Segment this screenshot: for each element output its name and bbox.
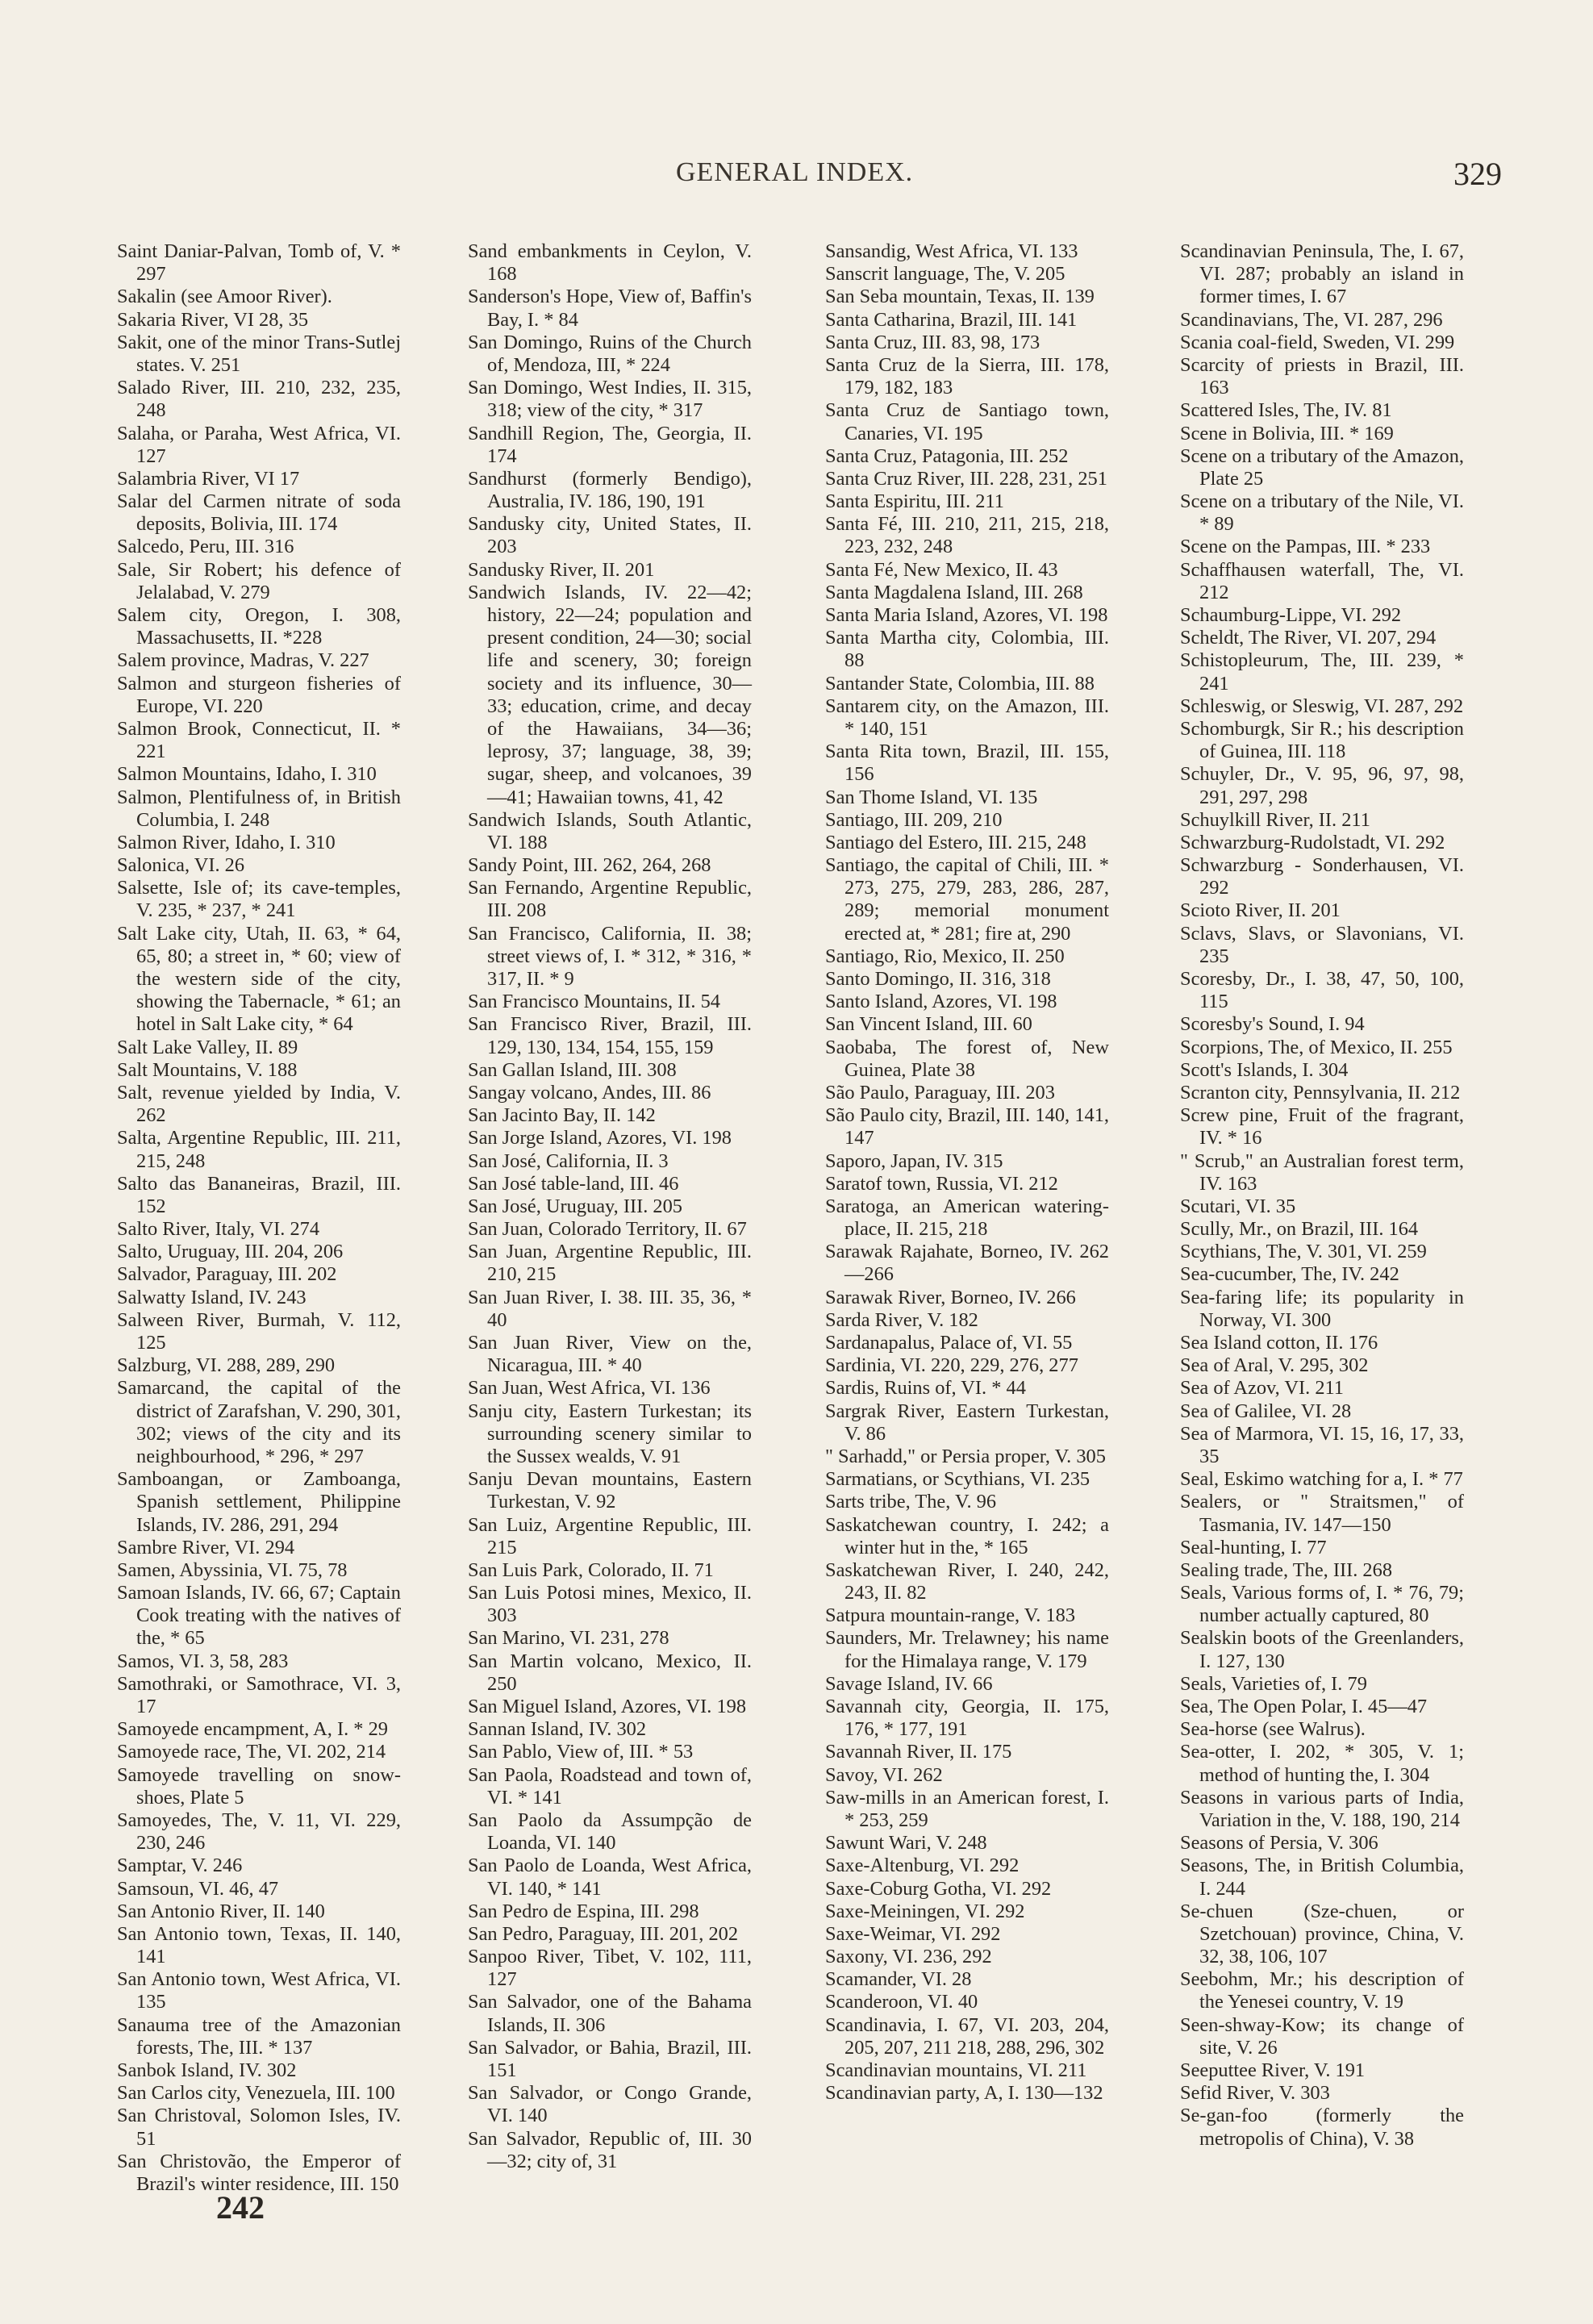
index-entry: Sansandig, West Africa, VI. 133 bbox=[825, 240, 1078, 262]
index-entry: San Salvador, or Congo Grande, VI. 140 bbox=[468, 2082, 752, 2127]
index-entry: Schwarzburg - Sonderhausen, VI. 292 bbox=[1180, 854, 1464, 899]
index-entry: Santa Rita town, Brazil, III. 155, 156 bbox=[825, 741, 1109, 786]
index-entry: Sea, The Open Polar, I. 45—47 bbox=[1180, 1696, 1428, 1717]
index-entry: Sclavs, Slavs, or Slavonians, VI. 235 bbox=[1180, 922, 1464, 967]
index-entry: San Jorge Island, Azores, VI. 198 bbox=[468, 1127, 732, 1149]
index-entry: Santa Cruz, III. 83, 98, 173 bbox=[825, 331, 1040, 353]
index-entry: Seals, Various forms of, I. * 76, 79; number actually captured, 80 bbox=[1180, 1582, 1464, 1627]
index-entry: Saunders, Mr. Trelawney; his name for the Himalaya range, V. 179 bbox=[825, 1627, 1109, 1672]
index-entry: Salzburg, VI. 288, 289, 290 bbox=[117, 1354, 336, 1377]
index-column-2 bbox=[468, 240, 752, 2173]
index-entry: San Pedro de Espina, III. 298 bbox=[468, 1900, 699, 1922]
index-entry: San Domingo, Ruins of the Church of, Mendoza, III, * 224 bbox=[468, 331, 752, 376]
index-entry: Scandinavia, I. 67, VI. 203, 204, 205, 207, 211 218, 288, 296, 302 bbox=[825, 2013, 1109, 2059]
index-entry: " Scrub," an Australian forest term, IV. 163 bbox=[1180, 1149, 1464, 1195]
index-entry: Saporo, Japan, IV. 315 bbox=[825, 1149, 1003, 1172]
index-entry: Salambria River, VI 17 bbox=[117, 467, 300, 490]
index-entry: Sanpoo River, Tibet, V. 102, 111, 127 bbox=[468, 1946, 752, 1991]
index-entry: Samoan Islands, IV. 66, 67; Captain Cook treating with the natives of the, * 65 bbox=[117, 1582, 401, 1650]
index-entry: San Luiz, Argentine Republic, III. 215 bbox=[468, 1513, 752, 1558]
index-entry: Salmon Brook, Connecticut, II. * 221 bbox=[117, 717, 401, 763]
index-entry: Scanderoon, VI. 40 bbox=[825, 1991, 978, 2013]
index-entry: Saobaba, The forest of, New Guinea, Plate 38 bbox=[825, 1036, 1109, 1081]
index-entry: Santander State, Colombia, III. 88 bbox=[825, 672, 1095, 695]
index-entry: San José table-land, III. 46 bbox=[468, 1172, 679, 1195]
index-entry: San Marino, VI. 231, 278 bbox=[468, 1627, 669, 1650]
index-entry: Se-gan-foo (formerly the metropolis of China), V. 38 bbox=[1180, 2105, 1464, 2150]
index-entry: Scoresby's Sound, I. 94 bbox=[1180, 1013, 1365, 1036]
index-entry: San Juan, Argentine Republic, III. 210, 215 bbox=[468, 1241, 752, 1286]
index-entry: Savannah River, II. 175 bbox=[825, 1741, 1012, 1763]
index-column-1 bbox=[117, 240, 401, 2196]
index-entry: Saskatchewan country, I. 242; a winter hut in the, * 165 bbox=[825, 1513, 1109, 1558]
index-entry: Santa Catharina, Brazil, III. 141 bbox=[825, 308, 1078, 331]
index-entry: Scranton city, Pennsylvania, II. 212 bbox=[1180, 1081, 1461, 1104]
index-column-4 bbox=[1180, 240, 1464, 2151]
index-entry: Schuyler, Dr., V. 95, 96, 97, 98, 291, 297, 298 bbox=[1180, 763, 1464, 808]
index-entry: Sea-faring life; its popularity in Norway, VI. 300 bbox=[1180, 1286, 1464, 1331]
index-entry: Salmon River, Idaho, I. 310 bbox=[117, 831, 336, 853]
index-entry: Samsoun, VI. 46, 47 bbox=[117, 1877, 279, 1900]
index-entry: Salto das Bananeiras, Brazil, III. 152 bbox=[117, 1172, 401, 1217]
index-entry: Salsette, Isle of; its cave-temples, V. 235, * 237, * 241 bbox=[117, 877, 401, 922]
index-entry: Salwatty Island, IV. 243 bbox=[117, 1286, 307, 1308]
index-entry: Samoyede travelling on snow-shoes, Plate 5 bbox=[117, 1763, 401, 1809]
index-entry: Samos, VI. 3, 58, 283 bbox=[117, 1650, 289, 1672]
index-entry: San Salvador, one of the Bahama Islands, II. 306 bbox=[468, 1991, 752, 2036]
index-entry: São Paulo city, Brazil, III. 140, 141, 147 bbox=[825, 1104, 1109, 1149]
index-entry: Sambre River, VI. 294 bbox=[117, 1536, 295, 1558]
index-entry: Sale, Sir Robert; his defence of Jelalabad, V. 279 bbox=[117, 558, 401, 603]
index-entry: Schleswig, or Sleswig, VI. 287, 292 bbox=[1180, 695, 1464, 717]
index-entry: Salto, Uruguay, III. 204, 206 bbox=[117, 1241, 344, 1263]
index-entry: Seeputtee River, V. 191 bbox=[1180, 2059, 1366, 2081]
index-entry: Santa Maria Island, Azores, VI. 198 bbox=[825, 604, 1108, 626]
index-entry: Scene on a tributary of the Nile, VI. * 89 bbox=[1180, 490, 1464, 536]
index-entry: Santiago, the capital of Chili, III. * 273, 275, 279, 283, 286, 287, 289; memorial monument erected at, * 281; fire at, 290 bbox=[825, 854, 1109, 945]
index-entry: Sargrak River, Eastern Turkestan, V. 86 bbox=[825, 1400, 1109, 1445]
index-entry: Scioto River, II. 201 bbox=[1180, 899, 1341, 922]
index-entry: Scamander, VI. 28 bbox=[825, 1968, 972, 1991]
index-entry: Sea of Marmora, VI. 15, 16, 17, 33, 35 bbox=[1180, 1422, 1464, 1467]
index-entry: Sanscrit language, The, V. 205 bbox=[825, 263, 1065, 286]
index-entry: Sandwich Islands, South Atlantic, VI. 188 bbox=[468, 808, 752, 853]
index-entry: Santiago del Estero, III. 215, 248 bbox=[825, 831, 1086, 853]
index-entry: San Juan, Colorado Territory, II. 67 bbox=[468, 1218, 747, 1241]
index-entry: San Seba mountain, Texas, II. 139 bbox=[825, 286, 1095, 308]
index-entry: Saxe-Weimar, VI. 292 bbox=[825, 1922, 1001, 1945]
index-entry: Santa Magdalena Island, III. 268 bbox=[825, 581, 1083, 603]
index-entry: Santa Fé, III. 210, 211, 215, 218, 223, 232, 248 bbox=[825, 513, 1109, 558]
index-entry: Savage Island, IV. 66 bbox=[825, 1672, 993, 1695]
index-entry: Salmon Mountains, Idaho, I. 310 bbox=[117, 763, 377, 786]
index-entry: Scutari, VI. 35 bbox=[1180, 1195, 1296, 1217]
index-entry: Sealing trade, The, III. 268 bbox=[1180, 1558, 1393, 1581]
index-entry: San Christovão, the Emperor of Brazil's winter residence, III. 150 bbox=[117, 2150, 401, 2195]
index-entry: Samoyede encampment, A, I. * 29 bbox=[117, 1718, 388, 1741]
index-entry: San Salvador, or Bahia, Brazil, III. 151 bbox=[468, 2036, 752, 2081]
folio-mark: 242 bbox=[216, 2189, 265, 2226]
index-entry: Sealskin boots of the Greenlanders, I. 127, 130 bbox=[1180, 1627, 1464, 1672]
index-entry: Santa Cruz de Santiago town, Canaries, VI. 195 bbox=[825, 399, 1109, 444]
index-entry: Scully, Mr., on Brazil, III. 164 bbox=[1180, 1218, 1419, 1241]
index-entry: Sea Island cotton, II. 176 bbox=[1180, 1332, 1378, 1354]
index-entry: San Paolo de Loanda, West Africa, VI. 140, * 141 bbox=[468, 1855, 752, 1900]
index-entry: Salonica, VI. 26 bbox=[117, 854, 245, 877]
index-entry: Sarawak Rajahate, Borneo, IV. 262—266 bbox=[825, 1241, 1109, 1286]
index-entry: Sarawak River, Borneo, IV. 266 bbox=[825, 1286, 1076, 1308]
index-entry: San Christoval, Solomon Isles, IV. 51 bbox=[117, 2105, 401, 2150]
index-entry: Santiago, Rio, Mexico, II. 250 bbox=[825, 945, 1065, 967]
index-entry: San Juan, West Africa, VI. 136 bbox=[468, 1377, 711, 1400]
index-entry: Santiago, III. 209, 210 bbox=[825, 808, 1003, 831]
index-entry: Sardis, Ruins of, VI. * 44 bbox=[825, 1377, 1026, 1400]
index-entry: Screw pine, Fruit of the fragrant, IV. * 16 bbox=[1180, 1104, 1464, 1149]
index-entry: San Luis Park, Colorado, II. 71 bbox=[468, 1558, 714, 1581]
index-entry: Schwarzburg-Rudolstadt, VI. 292 bbox=[1180, 831, 1445, 853]
running-head: GENERAL INDEX. bbox=[676, 157, 914, 187]
index-entry: Sea-cucumber, The, IV. 242 bbox=[1180, 1263, 1399, 1286]
index-entry: Sarts tribe, The, V. 96 bbox=[825, 1491, 997, 1513]
index-entry: Salt Mountains, V. 188 bbox=[117, 1058, 298, 1081]
index-entry: Sand embankments in Ceylon, V. 168 bbox=[468, 240, 752, 286]
index-entry: San Martin volcano, Mexico, II. 250 bbox=[468, 1650, 752, 1695]
index-entry: San Paola, Roadstead and town of, VI. * 141 bbox=[468, 1763, 752, 1809]
index-entry: Sea of Azov, VI. 211 bbox=[1180, 1377, 1344, 1400]
index-entry: Sakit, one of the minor Trans-Sutlej states. V. 251 bbox=[117, 331, 401, 376]
index-entry: San Vincent Island, III. 60 bbox=[825, 1013, 1032, 1036]
index-entry: San Thome Island, VI. 135 bbox=[825, 786, 1038, 808]
index-entry: Salt, revenue yielded by India, V. 262 bbox=[117, 1081, 401, 1127]
index-entry: San Jacinto Bay, II. 142 bbox=[468, 1104, 656, 1127]
index-entry: Sea of Galilee, VI. 28 bbox=[1180, 1400, 1352, 1422]
index-entry: Santa Cruz River, III. 228, 231, 251 bbox=[825, 467, 1107, 490]
index-entry: San Juan River, View on the, Nicaragua, III. * 40 bbox=[468, 1332, 752, 1377]
index-entry: São Paulo, Paraguay, III. 203 bbox=[825, 1081, 1055, 1104]
index-entry: Seasons of Persia, V. 306 bbox=[1180, 1832, 1378, 1855]
index-entry: Scania coal-field, Sweden, VI. 299 bbox=[1180, 331, 1455, 353]
index-entry: Schomburgk, Sir R.; his description of Guinea, III. 118 bbox=[1180, 717, 1464, 763]
index-entry: Santa Fé, New Mexico, II. 43 bbox=[825, 558, 1058, 581]
index-entry: Sandhill Region, The, Georgia, II. 174 bbox=[468, 422, 752, 467]
index-entry: San Domingo, West Indies, II. 315, 318; view of the city, * 317 bbox=[468, 377, 752, 422]
index-entry: San Juan River, I. 38. III. 35, 36, * 40 bbox=[468, 1286, 752, 1331]
index-entry: Sandwich Islands, IV. 22—42; history, 22—24; population and present condition, 24—30; social life and scenery, 30; foreign society and its influence, 30—33; education, crime, and decay of the Hawaiians, 34—36; leprosy, 37; language, 38, 39; sugar, sheep, and volcanoes, 39—41; Hawaiian towns, 41, 42 bbox=[468, 581, 752, 808]
index-entry: San Miguel Island, Azores, VI. 198 bbox=[468, 1696, 747, 1717]
index-entry: San Francisco River, Brazil, III. 129, 130, 134, 154, 155, 159 bbox=[468, 1013, 752, 1058]
index-entry: Seal, Eskimo watching for a, I. * 77 bbox=[1180, 1468, 1463, 1491]
index-entry: San Antonio town, Texas, II. 140, 141 bbox=[117, 1922, 401, 1968]
index-entry: Scandinavian mountains, VI. 211 bbox=[825, 2059, 1087, 2081]
index-entry: Sandhurst (formerly Bendigo), Australia, IV. 186, 190, 191 bbox=[468, 467, 752, 513]
index-entry: San Carlos city, Venezuela, III. 100 bbox=[117, 2082, 395, 2105]
index-entry: Schaffhausen waterfall, The, VI. 212 bbox=[1180, 558, 1464, 603]
index-entry: Salar del Carmen nitrate of soda deposits, Bolivia, III. 174 bbox=[117, 490, 401, 536]
index-entry: Scoresby, Dr., I. 38, 47, 50, 100, 115 bbox=[1180, 968, 1464, 1013]
index-entry: Scarcity of priests in Brazil, III. 163 bbox=[1180, 353, 1464, 399]
index-entry: Salem province, Madras, V. 227 bbox=[117, 649, 369, 672]
index-entry: Santa Espiritu, III. 211 bbox=[825, 490, 1004, 513]
index-entry: Samen, Abyssinia, VI. 75, 78 bbox=[117, 1558, 348, 1581]
index-entry: Seals, Varieties of, I. 79 bbox=[1180, 1672, 1367, 1695]
index-entry: Salaha, or Paraha, West Africa, VI. 127 bbox=[117, 422, 401, 467]
index-entry: San Pedro, Paraguay, III. 201, 202 bbox=[468, 1922, 739, 1945]
index-entry: Sakalin (see Amoor River). bbox=[117, 286, 332, 308]
index-entry: Salween River, Burmah, V. 112, 125 bbox=[117, 1308, 401, 1354]
index-entry: San Pablo, View of, III. * 53 bbox=[468, 1741, 694, 1763]
index-entry: San Antonio River, II. 140 bbox=[117, 1900, 325, 1922]
index-entry: Salt Lake Valley, II. 89 bbox=[117, 1036, 298, 1058]
index-entry: Salvador, Paraguay, III. 202 bbox=[117, 1263, 337, 1286]
index-entry: Salta, Argentine Republic, III. 211, 215, 248 bbox=[117, 1127, 401, 1172]
index-entry: San Paolo da Assumpção de Loanda, VI. 140 bbox=[468, 1809, 752, 1855]
index-entry: Sea of Aral, V. 295, 302 bbox=[1180, 1354, 1369, 1377]
index-entry: Schistopleurum, The, III. 239, * 241 bbox=[1180, 649, 1464, 695]
index-entry: Savannah city, Georgia, II. 175, 176, * 177, 191 bbox=[825, 1696, 1109, 1741]
index-entry: Seasons, The, in British Columbia, I. 244 bbox=[1180, 1855, 1464, 1900]
index-entry: Salto River, Italy, VI. 274 bbox=[117, 1218, 320, 1241]
index-entry: Savoy, VI. 262 bbox=[825, 1763, 943, 1786]
index-entry: Scene in Bolivia, III. * 169 bbox=[1180, 422, 1394, 444]
index-entry: Scattered Isles, The, IV. 81 bbox=[1180, 399, 1392, 422]
index-entry: Sanju Devan mountains, Eastern Turkestan, V. 92 bbox=[468, 1468, 752, 1513]
index-entry: Santo Island, Azores, VI. 198 bbox=[825, 991, 1057, 1013]
index-entry: Sarmatians, or Scythians, VI. 235 bbox=[825, 1468, 1090, 1491]
index-entry: Scene on the Pampas, III. * 233 bbox=[1180, 536, 1431, 558]
index-entry: Santa Martha city, Colombia, III. 88 bbox=[825, 627, 1109, 672]
index-entry: Samarcand, the capital of the district of Zarafshan, V. 290, 301, 302; views of the city and its neighbourhood, * 296, * 297 bbox=[117, 1377, 401, 1467]
index-entry: Sandy Point, III. 262, 264, 268 bbox=[468, 854, 711, 877]
index-entry: Santo Domingo, II. 316, 318 bbox=[825, 968, 1051, 990]
index-entry: Sea-otter, I. 202, * 305, V. 1; method of hunting the, I. 304 bbox=[1180, 1741, 1464, 1786]
index-entry: Samboangan, or Zamboanga, Spanish settlement, Philippine Islands, IV. 286, 291, 294 bbox=[117, 1468, 401, 1536]
index-entry: Se-chuen (Sze-chuen, or Szetchouan) province, China, V. 32, 38, 106, 107 bbox=[1180, 1900, 1464, 1968]
index-entry: Sefid River, V. 303 bbox=[1180, 2082, 1330, 2105]
index-entry: Saw-mills in an American forest, I. * 253, 259 bbox=[825, 1786, 1109, 1831]
index-entry: Salcedo, Peru, III. 316 bbox=[117, 536, 294, 558]
index-entry: San José, Uruguay, III. 205 bbox=[468, 1195, 682, 1217]
index-entry: Saxe-Altenburg, VI. 292 bbox=[825, 1855, 1020, 1877]
index-entry: Samptar, V. 246 bbox=[117, 1855, 243, 1877]
index-entry: Sealers, or " Straitsmen," of Tasmania, IV. 147—150 bbox=[1180, 1491, 1464, 1536]
index-entry: Saint Daniar-Palvan, Tomb of, V. * 297 bbox=[117, 240, 401, 286]
index-entry: Saratoga, an American watering-place, II. 215, 218 bbox=[825, 1195, 1109, 1241]
index-entry: Sannan Island, IV. 302 bbox=[468, 1718, 647, 1741]
index-entry: Scythians, The, V. 301, VI. 259 bbox=[1180, 1241, 1427, 1263]
index-entry: Scandinavian Peninsula, The, I. 67, VI. 287; probably an island in former times, I. 67 bbox=[1180, 240, 1464, 308]
index-entry: Salem city, Oregon, I. 308, Massachusetts, II. *228 bbox=[117, 604, 401, 649]
index-entry: Saxe-Coburg Gotha, VI. 292 bbox=[825, 1877, 1052, 1900]
index-entry: Samoyedes, The, V. 11, VI. 229, 230, 246 bbox=[117, 1809, 401, 1855]
index-entry: Scott's Islands, I. 304 bbox=[1180, 1058, 1349, 1081]
page-number: 329 bbox=[1453, 156, 1502, 192]
index-entry: San Gallan Island, III. 308 bbox=[468, 1058, 677, 1081]
index-entry: Scene on a tributary of the Amazon, Plate 25 bbox=[1180, 444, 1464, 490]
index-entry: Salado River, III. 210, 232, 235, 248 bbox=[117, 377, 401, 422]
index-entry: Sanbok Island, IV. 302 bbox=[117, 2059, 297, 2081]
index-entry: Sawunt Wari, V. 248 bbox=[825, 1832, 987, 1855]
index-entry: Sarda River, V. 182 bbox=[825, 1308, 978, 1331]
index-entry: San Luis Potosi mines, Mexico, II. 303 bbox=[468, 1582, 752, 1627]
index-entry: Sardanapalus, Palace of, VI. 55 bbox=[825, 1332, 1073, 1354]
index-entry: Seasons in various parts of India, Variation in the, V. 188, 190, 214 bbox=[1180, 1786, 1464, 1831]
index-entry: Schaumburg-Lippe, VI. 292 bbox=[1180, 604, 1402, 626]
index-entry: San Antonio town, West Africa, VI. 135 bbox=[117, 1968, 401, 2013]
index-entry: Scandinavian party, A, I. 130—132 bbox=[825, 2082, 1103, 2105]
index-entry: Saxe-Meiningen, VI. 292 bbox=[825, 1900, 1025, 1922]
index-entry: Scorpions, The, of Mexico, II. 255 bbox=[1180, 1036, 1453, 1058]
index-entry: San Francisco Mountains, II. 54 bbox=[468, 991, 720, 1013]
index-column-3 bbox=[825, 240, 1109, 2105]
index-entry: Seebohm, Mr.; his description of the Yenesei country, V. 19 bbox=[1180, 1968, 1464, 2013]
index-entry: Salmon and sturgeon fisheries of Europe, VI. 220 bbox=[117, 672, 401, 717]
index-entry: Sanauma tree of the Amazonian forests, The, III. * 137 bbox=[117, 2013, 401, 2059]
index-entry: Scandinavians, The, VI. 287, 296 bbox=[1180, 308, 1443, 331]
index-entry: San Francisco, California, II. 38; street views of, I. * 312, * 316, * 317, II. * 9 bbox=[468, 922, 752, 990]
index-entry: Schuylkill River, II. 211 bbox=[1180, 808, 1370, 831]
index-entry: San Salvador, Republic of, III. 30—32; city of, 31 bbox=[468, 2127, 752, 2172]
index-entry: Sardinia, VI. 220, 229, 276, 277 bbox=[825, 1354, 1078, 1377]
index-entry: Saxony, VI. 236, 292 bbox=[825, 1946, 992, 1968]
index-entry: Santa Cruz de la Sierra, III. 178, 179, 182, 183 bbox=[825, 353, 1109, 399]
index-entry: Sanju city, Eastern Turkestan; its surrounding scenery similar to the Sussex wealds, V. 91 bbox=[468, 1400, 752, 1467]
index-entry: Salmon, Plentifulness of, in British Columbia, I. 248 bbox=[117, 786, 401, 831]
index-entry: Sea-horse (see Walrus). bbox=[1180, 1718, 1366, 1741]
index-entry: Saskatchewan River, I. 240, 242, 243, II. 82 bbox=[825, 1558, 1109, 1604]
index-entry: Sangay volcano, Andes, III. 86 bbox=[468, 1081, 711, 1104]
index-entry: Scheldt, The River, VI. 207, 294 bbox=[1180, 627, 1437, 649]
index-entry: Sandusky River, II. 201 bbox=[468, 558, 655, 581]
index-entry: San Fernando, Argentine Republic, III. 208 bbox=[468, 877, 752, 922]
index-entry: Sakaria River, VI 28, 35 bbox=[117, 308, 309, 331]
index-entry: Salt Lake city, Utah, II. 63, * 64, 65, 80; a street in, * 60; view of the western side of the city, showing the Tabernacle, * 61; an hotel in Salt Lake city, * 64 bbox=[117, 922, 401, 1036]
index-entry: Satpura mountain-range, V. 183 bbox=[825, 1604, 1076, 1627]
index-entry: Santa Cruz, Patagonia, III. 252 bbox=[825, 444, 1069, 467]
index-entry: Sanderson's Hope, View of, Baffin's Bay, I. * 84 bbox=[468, 286, 752, 331]
index-entry: Sandusky city, United States, II. 203 bbox=[468, 513, 752, 558]
index-entry: " Sarhadd," or Persia proper, V. 305 bbox=[825, 1445, 1106, 1467]
index-entry: San José, California, II. 3 bbox=[468, 1149, 669, 1172]
index-entry: Samothraki, or Samothrace, VI. 3, 17 bbox=[117, 1672, 401, 1717]
index-entry: Saratof town, Russia, VI. 212 bbox=[825, 1172, 1058, 1195]
index-entry: Samoyede race, The, VI. 202, 214 bbox=[117, 1741, 386, 1763]
index-entry: Seen-shway-Kow; its change of site, V. 26 bbox=[1180, 2013, 1464, 2059]
index-entry: Seal-hunting, I. 77 bbox=[1180, 1536, 1327, 1558]
index-entry: Santarem city, on the Amazon, III. * 140, 151 bbox=[825, 695, 1109, 740]
